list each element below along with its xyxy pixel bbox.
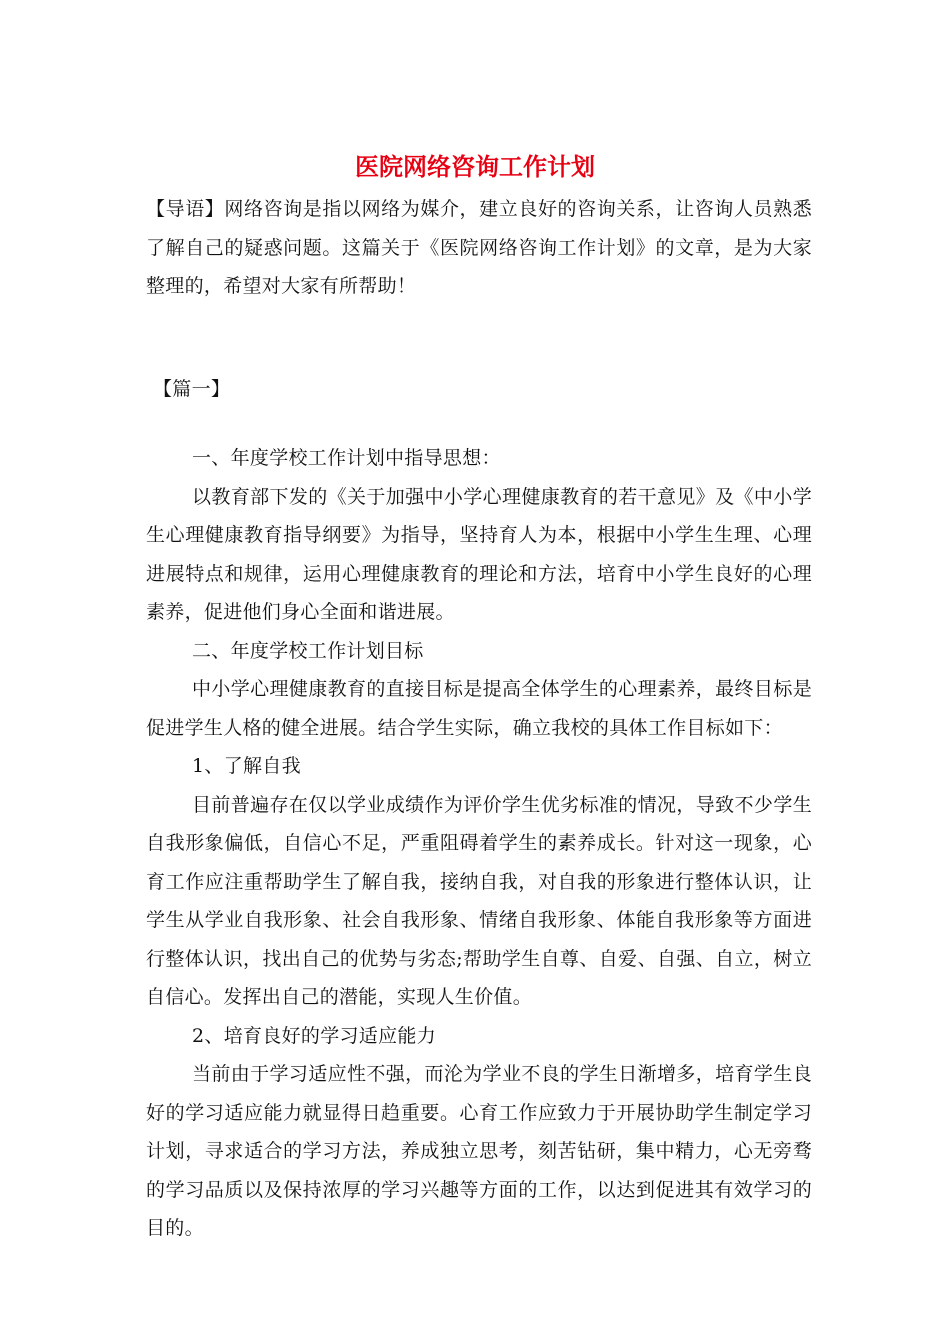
document-body: [146, 439, 812, 1248]
heading-plan-goals: 二、年度学校工作计划目标: [192, 639, 424, 662]
heading-learning-adaptability: 2、培育良好的学习适应能力: [192, 1024, 436, 1047]
paragraph-know-yourself: 目前普遍存在仅以学业成绩作为评价学生优劣标准的情况，导致不少学生自我形象偏低，自信心不足，严重阻碍着学生的素养成长。针对这一现象，心育工作应注重帮助学生了解自我，接纳自我，对自我的形象进行整体认识，让学生从学业自我形象、社会自我形象、情绪自我形象、体能自我形象等方面进行整体认识，找出自己的优势与劣态;帮助学生自尊、自爱、自强、自立，树立自信心。发挥出自己的潜能，实现人生价值。: [146, 793, 812, 1008]
heading-know-yourself: 1、了解自我: [192, 755, 301, 777]
section-tag: 【篇一】: [153, 378, 231, 400]
paragraph-plan-goals: 中小学心理健康教育的直接目标是提高全体学生的心理素养，最终目标是促进学生人格的健全进展。结合学生实际，确立我校的具体工作目标如下：: [146, 678, 812, 739]
document-title: 医院网络咨询工作计划: [355, 152, 595, 181]
paragraph-guiding-ideology: 以教育部下发的《关于加强中小学心理健康教育的若干意见》及《中小学生心理健康教育指导纲要》为指导，坚持育人为本，根据中小学生生理、心理进展特点和规律，运用心理健康教育的理论和方法，培育中小学生良好的心理素养，促进他们身心全面和谐进展。: [146, 485, 812, 623]
heading-guiding-ideology: 一、年度学校工作计划中指导思想：: [192, 447, 501, 469]
intro-paragraph: 【导语】网络咨询是指以网络为媒介，建立良好的咨询关系，让咨询人员熟悉了解自己的疑惑问题。这篇关于《医院网络咨询工作计划》的文章，是为大家整理的，希望对大家有所帮助！: [146, 198, 812, 297]
paragraph-learning-adaptability: 当前由于学习适应性不强，而沦为学业不良的学生日渐增多，培育学生良好的学习适应能力就显得日趋重要。心育工作应致力于开展协助学生制定学习计划，寻求适合的学习方法，养成独立思考，刻苦钻研，集中精力，心无旁骛的学习品质以及保持浓厚的学习兴趣等方面的工作，以达到促进其有效学习的目的。: [146, 1063, 812, 1239]
